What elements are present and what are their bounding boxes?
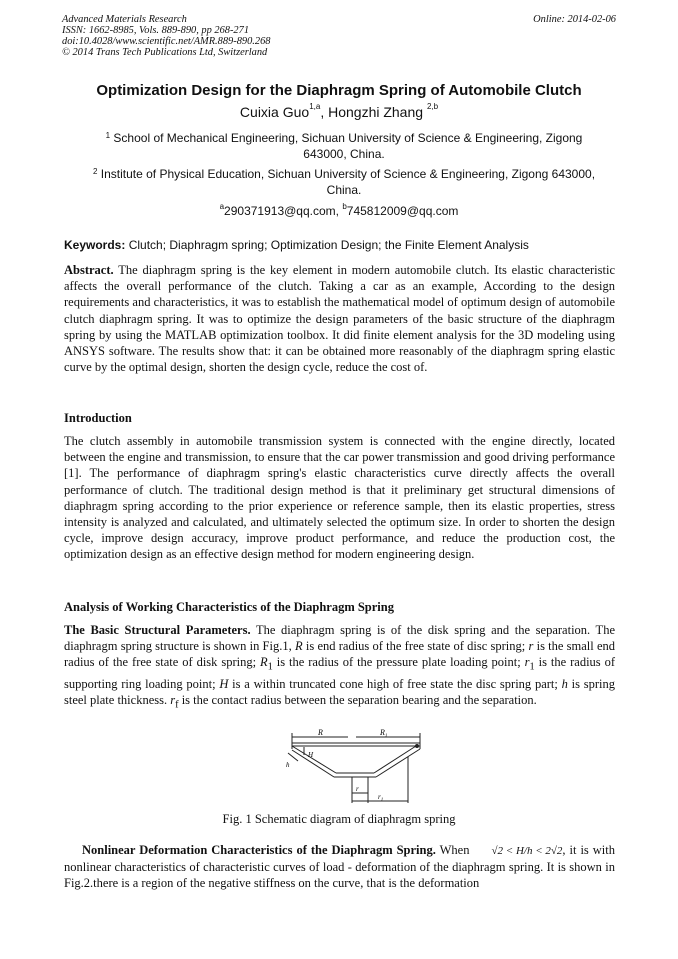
label-R: R xyxy=(318,728,323,737)
issn-line: ISSN: 1662-8985, Vols. 889-890, pp 268-271 xyxy=(62,25,250,36)
author-2: Hongzhi Zhang xyxy=(328,104,424,120)
email-a: 290371913@qq.com xyxy=(224,204,336,218)
author-1: Cuixia Guo xyxy=(239,104,310,120)
analysis-heading: Analysis of Working Characteristics of the Diaphragm Spring xyxy=(64,600,394,614)
paper-title: Optimization Design for the Diaphragm Spring of Automobile Clutch xyxy=(96,82,582,99)
authors: Cuixia Guo$^{1,a}$, Hongzhi Zhang $^{2,b}$ xyxy=(239,102,439,120)
author-emails: $^a$290371913@qq.com, $^b$745812009@qq.com xyxy=(219,202,459,218)
keywords: Keywords: Clutch; Diaphragm spring; Optimization Design; the Finite Element Analysis xyxy=(64,238,529,252)
email-b: 745812009@qq.com xyxy=(346,204,459,218)
journal-header xyxy=(62,14,270,58)
affiliation-2: $^2$ Institute of Physical Education, Sichuan University of Science & Engineering, Zigong 643000, China. xyxy=(92,167,596,197)
affiliation-1: $^1$ School of Mechanical Engineering, Sichuan University of Science & Engineering, Zigong 643000, China. xyxy=(105,131,583,161)
intro-heading: Introduction xyxy=(64,411,132,425)
abstract xyxy=(64,262,615,375)
label-r: r xyxy=(356,785,359,793)
journal-name: Advanced Materials Research xyxy=(62,14,187,25)
label-r1: $r_1$ xyxy=(378,793,384,803)
doi-line: doi:10.4028/www.scientific.net/AMR.889-890.268 xyxy=(62,36,271,47)
figure-1-caption: Fig. 1 Schematic diagram of diaphragm spring xyxy=(222,812,456,826)
ratio-condition: √2 < H/h < 2√2 xyxy=(491,845,563,857)
label-h: h xyxy=(286,761,290,769)
abstract-text: The diaphragm spring is the key element in modern automobile clutch. Its elastic characteristic affects the overall performance of the clutch. Taking a car as an example, According to the design requirements and characteristics, it was to establish the mathematical model of optimum design of automobile clutch diaphragm spring. It was to optimize the design parameters of the basic structure of the diaphragm spring by using the MATLAB optimization toolbox. It did finite element analysis for the 3D modeling using ANSYS software. The results show that: it can be obtained more reasonably of the diaphragm spring elastic curve by the optimal design, shorten the design cycle, reduce the cost of. xyxy=(64,263,615,375)
author-1-sup: 1,a xyxy=(309,102,321,111)
intro-text: The clutch assembly in automobile transmission system is connected with the engine directly, located between the engine and transmission, to ensure that the car power transmission and good driving performance [1]. The performance of diaphragm spring's elastic characteristics curve directly affects the overall performance of clutch. The traditional design method is that it preliminary get structural dimensions of diaphragm spring according to the prior experience or reference sample, then its elastic properties, stress intensity is analyzed and calculated, and ultimately selected the optimum size. In order to shorten the design cycle, improve design accuracy, improve product performance, and reduce the production cost, the optimization design as an effective design method for modern engineering design. xyxy=(64,434,615,562)
author-2-sup: 2,b xyxy=(426,102,439,111)
label-R1: $R_1$ xyxy=(380,728,388,739)
label-H: H xyxy=(308,751,314,759)
abstract-label: Abstract. xyxy=(64,263,114,277)
nonlinear-paragraph: Nonlinear Deformation Characteristics of the Diaphragm Spring. When √2 < H/h < 2√2, it is with nonlinear characteristics of characteristic curves of load - deformation of the diaphragm spring. It is shown in Fig.2.there is a region of the negative stiffness on the curve, that is the deformation xyxy=(64,843,615,891)
left-cone xyxy=(292,746,336,773)
online-date: Online: 2014-02-06 xyxy=(533,14,616,25)
copyright-line: © 2014 Trans Tech Publications Ltd, Switzerland xyxy=(62,47,268,58)
right-cone xyxy=(374,746,416,773)
basic-parameters-paragraph: The Basic Structural Parameters. The diaphragm spring is of the disk spring and the separation. The diaphragm spring structure is shown in Fig.1, R is end radius of the free state of disc spring; r is the small end radius of the free state of disk spring; $R_1$ is the radius of the pressure plate loading point; $r_1$ is the radius of supporting ring loading point; H is a within truncated cone high of free state the disc spring part; h is spring steel plate thickness. $r_f$ is the contact radius between the separation bearing and the separation. xyxy=(64,623,616,711)
diaphragm-spring-diagram xyxy=(284,727,434,805)
